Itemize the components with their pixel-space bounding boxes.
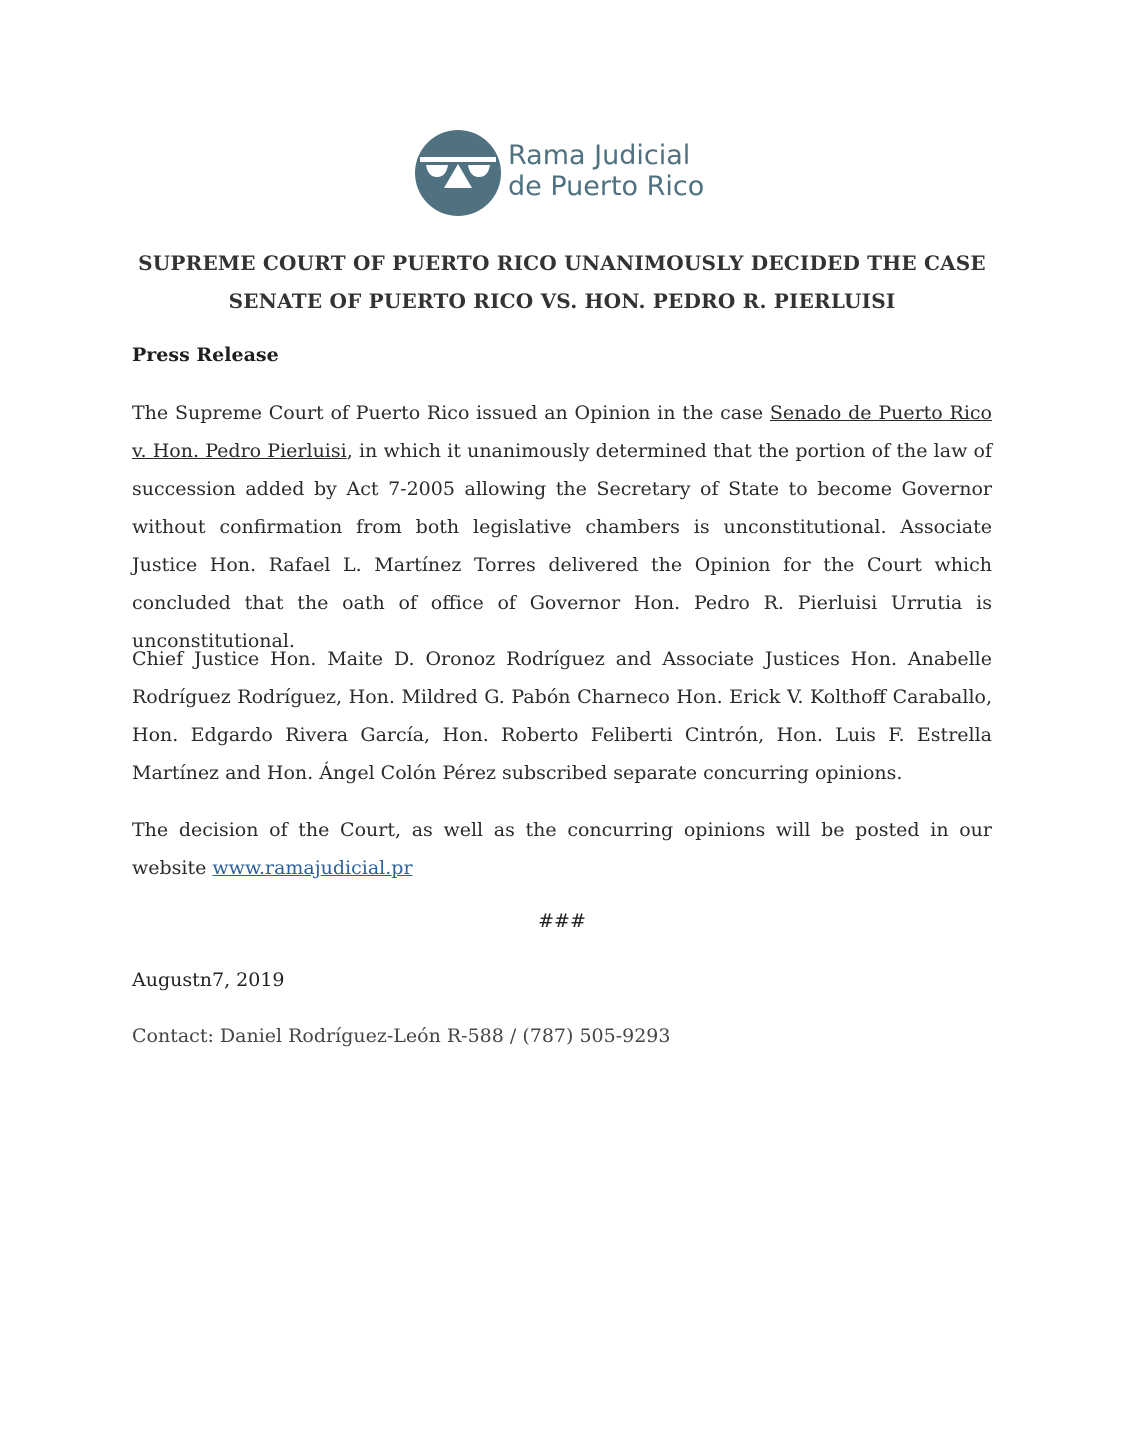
logo-wordmark	[508, 140, 704, 202]
title-line-1: SUPREME COURT OF PUERTO RICO UNANIMOUSLY DECIDED THE CASE	[138, 251, 986, 275]
paragraph-1-intro: The Supreme Court of Puerto Rico issued an Opinion in the case	[132, 402, 770, 424]
contact-info: Contact: Daniel Rodríguez-León R-588 / (787) 505-9293	[132, 1025, 671, 1047]
paragraph-1-body: , in which it unanimously determined that the portion of the law of succession added by Act 7-2005 allowing the Secretary of State to become Governor without confirmation from both legislative chambers is unconstitutional. Associate Justice Hon. Rafael L. Martínez Torres delivered the Opinion for the Court which concluded that the oath of office of Governor Hon. Pedro R. Pierluisi Urrutia is unconstitutional.	[132, 440, 993, 652]
website-link[interactable]: www.ramajudicial.pr	[212, 857, 413, 879]
press-release-label: Press Release	[132, 344, 279, 366]
paragraph-concurring: Chief Justice Hon. Maite D. Oronoz Rodríguez and Associate Justices Hon. Anabelle Rodríguez Rodríguez, Hon. Mildred G. Pabón Charneco Hon. Erick V. Kolthoff Caraballo, Hon. Edgardo Rivera García, Hon. Roberto Feliberti Cintrón, Hon. Luis F. Estrella Martínez and Hon. Ángel Colón Pérez subscribed separate concurring opinions.	[132, 648, 992, 784]
paragraph-opinion	[132, 394, 992, 660]
logo-line-2: de Puerto Rico	[508, 171, 705, 202]
page-title	[132, 244, 992, 320]
paragraph-3-text: The decision of the Court, as well as the concurring opinions will be posted in our website	[132, 819, 992, 879]
release-date: Augustn7, 2019	[132, 969, 285, 991]
rama-judicial-logo	[414, 128, 714, 220]
case-name: Senado de Puerto Rico v. Hon. Pedro Pierluisi	[132, 402, 992, 462]
scales-of-justice-icon	[414, 128, 506, 220]
title-line-2: SENATE OF PUERTO RICO VS. HON. PEDRO R. PIERLUISI	[228, 289, 896, 313]
end-marker: ###	[538, 910, 586, 932]
paragraph-website	[132, 811, 992, 887]
logo-line-1: Rama Judicial	[508, 140, 691, 171]
